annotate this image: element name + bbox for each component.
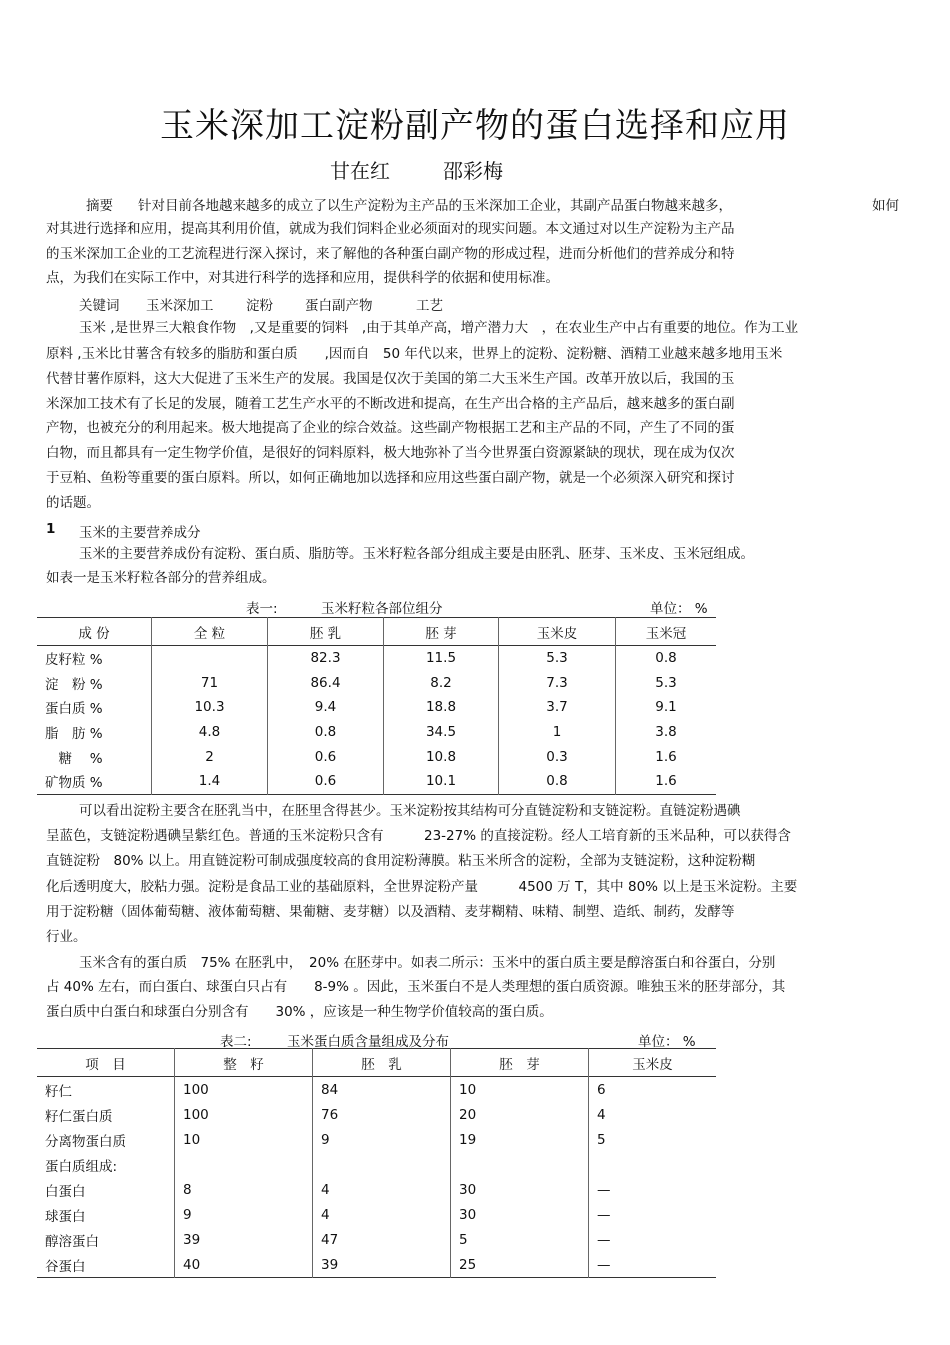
table-cell: 1 (499, 720, 616, 745)
section-title: 玉米的主要营养成分 (79, 525, 201, 541)
table-cell: 30 (451, 1202, 589, 1227)
table-cell: 0.3 (499, 744, 616, 769)
table-cell: 蛋白质组成: (37, 1152, 175, 1177)
table-cell: 3.8 (655, 724, 677, 741)
table-cell: 10 (175, 1127, 313, 1152)
intro-line: 原料 ,玉米比甘薯含有较多的脂肪和蛋白质 ,因而自 50 年代以来，世界上的淀粉、淀粉糖、酒精工业越来越多地用玉米 (46, 346, 783, 362)
table-cell: 10 (451, 1077, 589, 1103)
table2-header: 胚 芽 (451, 1049, 589, 1077)
table-cell: 10.8 (384, 744, 499, 769)
table-cell: 0.6 (268, 744, 384, 769)
table2-header: 胚 乳 (313, 1049, 451, 1077)
table-cell: 谷蛋白 (37, 1252, 175, 1278)
table2 (37, 1048, 716, 1278)
abstract-line: 对其进行选择和应用，提高其利用价值，就成为我们饲料企业必须面对的现实问题。本文通过对以生产淀粉为主产品 (46, 221, 735, 237)
table-cell: 11.5 (384, 646, 499, 671)
intro-line: 于豆粕、鱼粉等重要的蛋白原料。所以，如何正确地加以选择和应用这些蛋白副产物，就是一个必须深入研究和探讨 (46, 470, 735, 486)
abstract-label: 摘要 (86, 198, 113, 214)
table-cell: 6 (597, 1081, 606, 1098)
table-cell: 5.3 (499, 646, 616, 671)
table2-header: 玉米皮 (632, 1056, 673, 1073)
intro-line: 产物，也被充分的利用起来。极大地提高了企业的综合效益。这些副产物根据工艺和主产品的不同，产生了不同的蛋 (46, 420, 735, 436)
table-cell: 30 (451, 1177, 589, 1202)
table-cell: 20 (451, 1102, 589, 1127)
table-cell: 10.3 (152, 695, 268, 720)
para2-line: 化后透明度大，胶粘力强。淀粉是食品工业的基础原料，全世界淀粉产量 4500 万 T，其中 80% 以上是玉米淀粉。主要 (46, 879, 798, 895)
table-cell: 0.6 (268, 769, 384, 794)
section1-line: 玉米的主要营养成份有淀粉、蛋白质、脂肪等。玉米籽粒各部分组成主要是由胚乳、胚芽、玉米皮、玉米冠组成。 (79, 546, 754, 562)
table-cell: 18.8 (384, 695, 499, 720)
paper-title: 玉米深加工淀粉副产物的蛋白选择和应用 (160, 106, 790, 146)
table-cell: — (597, 1206, 611, 1223)
table-cell: 分离物蛋白质 (37, 1127, 175, 1152)
table-cell: 白蛋白 (37, 1177, 175, 1202)
table-cell (451, 1152, 589, 1177)
table-cell: 淀 粉 % (37, 671, 152, 696)
table-cell: 籽仁 (37, 1077, 175, 1103)
keywords-label: 关键词 (79, 298, 120, 314)
table-cell: 皮籽粒 % (37, 646, 152, 671)
table-cell: 0.8 (268, 720, 384, 745)
table-cell: 100 (175, 1077, 313, 1103)
table-cell: 9.4 (268, 695, 384, 720)
table-cell: 1.6 (655, 748, 677, 765)
table-cell (175, 1152, 313, 1177)
table-cell: — (597, 1181, 611, 1198)
intro-line: 白物，而且都具有一定生物学价值，是很好的饲料原料，极大地弥补了当今世界蛋白资源紧缺的现状，现在成为仅次 (46, 445, 735, 461)
abstract-line: 的玉米深加工企业的工艺流程进行深入探讨，来了解他的各种蛋白副产物的形成过程，进而分析他们的营养成分和特 (46, 246, 735, 262)
table-cell: 球蛋白 (37, 1202, 175, 1227)
table-cell: 1.4 (152, 769, 268, 794)
abstract-line: 点，为我们在实际工作中，对其进行科学的选择和应用，提供科学的依据和使用标准。 (46, 270, 559, 286)
table-cell: 3.7 (499, 695, 616, 720)
table-row (37, 1152, 716, 1177)
table-cell: 醇溶蛋白 (37, 1227, 175, 1252)
table-cell: 4 (597, 1106, 606, 1123)
intro-line: 代替甘薯作原料，这大大促进了玉米生产的发展。我国是仅次于美国的第二大玉米生产国。改革开放以后，我国的玉 (46, 371, 735, 387)
table2-unit: 单位： % (638, 1034, 696, 1050)
keyword: 蛋白副产物 (305, 298, 373, 314)
para3-line: 占 40% 左右，而白蛋白、球蛋白只占有 8-9% 。因此，玉米蛋白不是人类理想的蛋白质资源。唯独玉米的胚芽部分，其 (46, 979, 786, 995)
table-cell: 39 (175, 1227, 313, 1252)
table-cell: 84 (313, 1077, 451, 1103)
abstract-line: 如何 (872, 198, 899, 214)
table2-title: 玉米蛋白质含量组成及分布 (287, 1034, 449, 1050)
table-cell (313, 1152, 451, 1177)
table-cell: 0.8 (655, 650, 677, 667)
table-row (37, 744, 716, 769)
table-cell: — (597, 1231, 611, 1248)
table1-header: 全 粒 (152, 618, 268, 646)
table-cell: 86.4 (268, 671, 384, 696)
para2-line: 直链淀粉 80% 以上。用直链淀粉可制成强度较高的食用淀粉薄膜。粘玉米所含的淀粉，全部为支链淀粉，这种淀粉糊 (46, 853, 756, 869)
table1-unit: 单位： % (650, 601, 708, 617)
table1-header: 玉米冠 (645, 625, 687, 642)
table-row (37, 720, 716, 745)
keyword: 淀粉 (246, 298, 273, 314)
table-cell: 39 (313, 1252, 451, 1278)
para2-line: 呈蓝色，支链淀粉遇碘呈紫红色。普通的玉米淀粉只含有 23-27% 的直接淀粉。经人工培育新的玉米品种，可以获得含 (46, 828, 791, 844)
table-row (37, 1202, 716, 1227)
table-cell: 25 (451, 1252, 589, 1278)
table-row (37, 1127, 716, 1152)
table1-header: 胚 芽 (384, 618, 499, 646)
table-row (37, 1077, 716, 1103)
table-cell: 9 (313, 1127, 451, 1152)
table1-label: 表一: (246, 601, 278, 617)
table1-header: 胚 乳 (268, 618, 384, 646)
table-cell: 9 (175, 1202, 313, 1227)
table-row (37, 646, 716, 671)
table-cell: 8 (175, 1177, 313, 1202)
table-cell (152, 646, 268, 671)
table-row (37, 1102, 716, 1127)
table-row (37, 671, 716, 696)
table-cell: 4.8 (152, 720, 268, 745)
table-row (37, 1177, 716, 1202)
table-cell: 71 (152, 671, 268, 696)
table-cell: 5.3 (655, 674, 677, 691)
para2-line: 可以看出淀粉主要含在胚乳当中，在胚里含得甚少。玉米淀粉按其结构可分直链淀粉和支链淀粉。直链淀粉遇碘 (79, 803, 741, 819)
section-number: 1 (46, 521, 56, 537)
table-row (37, 769, 716, 794)
table-cell: 100 (175, 1102, 313, 1127)
table-cell: 1.6 (655, 773, 677, 790)
table1-header: 成 份 (37, 618, 152, 646)
para3-line: 玉米含有的蛋白质 75% 在胚乳中， 20% 在胚芽中。如表二所示：玉米中的蛋白质主要是醇溶蛋白和谷蛋白，分别 (79, 955, 776, 971)
table-cell: 19 (451, 1127, 589, 1152)
table-cell: 5 (597, 1131, 606, 1148)
table-cell: — (597, 1256, 611, 1273)
table-row (37, 1227, 716, 1252)
table2-label: 表二: (220, 1034, 252, 1050)
table-cell: 4 (313, 1202, 451, 1227)
table-row (37, 1252, 716, 1278)
table1-header: 玉米皮 (499, 618, 616, 646)
table-cell (589, 1152, 717, 1177)
table-cell: 8.2 (384, 671, 499, 696)
table-cell: 籽仁蛋白质 (37, 1102, 175, 1127)
para2-line: 行业。 (46, 929, 87, 945)
para2-line: 用于淀粉糖（固体葡萄糖、液体葡萄糖、果葡糖、麦芽糖）以及酒精、麦芽糊精、味精、制塑、造纸、制药，发酵等 (46, 904, 735, 920)
keyword: 玉米深加工 (146, 298, 214, 314)
keyword: 工艺 (416, 298, 443, 314)
table-cell: 糖 % (37, 744, 152, 769)
table-cell: 4 (313, 1177, 451, 1202)
table-cell: 5 (451, 1227, 589, 1252)
table-cell: 7.3 (499, 671, 616, 696)
author-2: 邵彩梅 (443, 159, 503, 183)
table-cell: 76 (313, 1102, 451, 1127)
table-cell: 34.5 (384, 720, 499, 745)
intro-line: 玉米 ,是世界三大粮食作物 ,又是重要的饲料 ,由于其单产高，增产潜力大 ，在农业生产中占有重要的地位。作为工业 (79, 320, 799, 336)
table-cell: 9.1 (655, 699, 677, 716)
table1-title: 玉米籽粒各部位组分 (321, 601, 443, 617)
intro-line: 的话题。 (46, 495, 100, 511)
table-row (37, 695, 716, 720)
table2-header: 项 目 (37, 1049, 175, 1077)
abstract-line: 针对目前各地越来越多的成立了以生产淀粉为主产品的玉米深加工企业，其副产品蛋白物越来越多， (138, 198, 732, 214)
table-cell: 40 (175, 1252, 313, 1278)
author-1: 甘在红 (330, 159, 390, 183)
section1-line: 如表一是玉米籽粒各部分的营养组成。 (46, 570, 276, 586)
table1 (37, 617, 716, 795)
table-cell: 0.8 (499, 769, 616, 794)
table-cell: 2 (152, 744, 268, 769)
table-cell: 47 (313, 1227, 451, 1252)
table-cell: 脂 肪 % (37, 720, 152, 745)
intro-line: 米深加工技术有了长足的发展，随着工艺生产水平的不断改进和提高，在生产出合格的主产品后，越来越多的蛋白副 (46, 396, 735, 412)
table-cell: 矿物质 % (37, 769, 152, 794)
para3-line: 蛋白质中白蛋白和球蛋白分别含有 30% ，应该是一种生物学价值较高的蛋白质。 (46, 1004, 553, 1020)
table-cell: 10.1 (384, 769, 499, 794)
table-cell: 蛋白质 % (37, 695, 152, 720)
table-cell: 82.3 (268, 646, 384, 671)
table2-header: 整 籽 (175, 1049, 313, 1077)
